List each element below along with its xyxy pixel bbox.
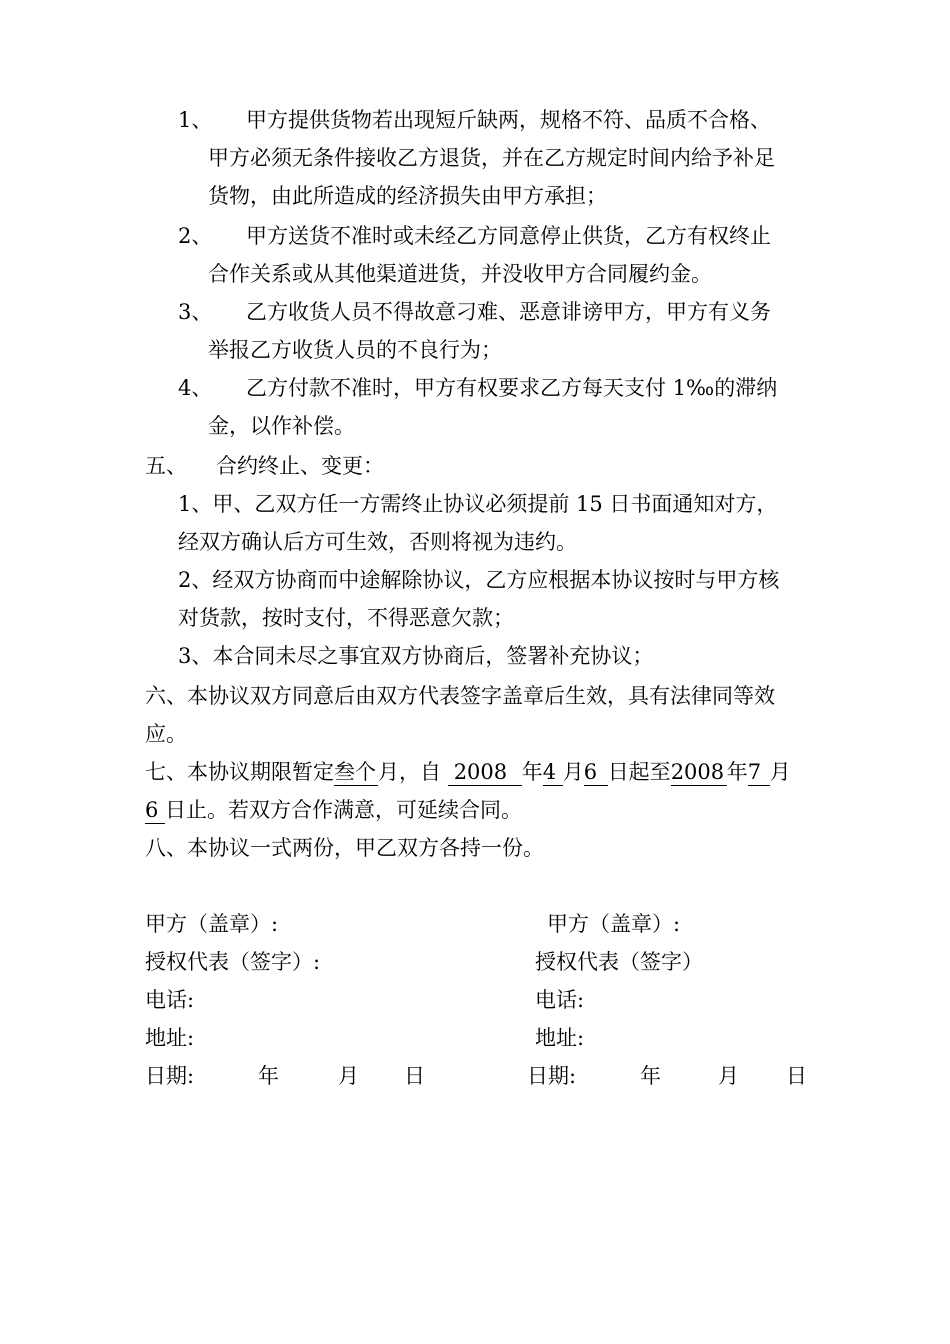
party-a-date-day: 日 [404,1064,425,1088]
end-month-field: 7 [748,759,770,786]
term-text: 月 [769,760,791,784]
item-text-line: 甲方送货不准时或未经乙方同意停止供货，乙方有权终止 [246,224,771,248]
party-b-date-label: 日期: [527,1064,577,1088]
term-prefix: 七、本协议期限暂定 [145,760,334,784]
end-year-field: 2008 [671,759,727,786]
item-number: 1、 [178,108,213,132]
item-text-line: 合作关系或从其他渠道进货，并没收甲方合同履约金。 [208,262,712,286]
party-a-phone-label: 电话: [145,988,195,1012]
term-text: 年 [521,760,543,784]
item-number: 4、 [178,376,213,400]
item-text-line: 货物，由此所造成的经济损失由甲方承担； [208,184,607,208]
clause-line: 八、本协议一式两份，甲乙双方各持一份。 [145,836,544,860]
term-length-field: 叁个 [334,760,376,784]
party-b-date-year: 年 [640,1064,661,1088]
term-text: 日起至 [607,760,671,784]
item-text-line: 乙方付款不准时，甲方有权要求乙方每天支付 1‰的滞纳 [246,376,778,400]
start-day-field: 6 [584,759,608,786]
term-text: 月 [562,760,584,784]
section-heading: 合约终止、变更： [216,454,384,478]
party-a-seal-label: 甲方（盖章）: [145,912,279,936]
term-clause-line [145,758,791,786]
term-text: 日止。若双方合作满意，可延续合同。 [165,798,522,822]
term-clause-line [145,796,522,824]
start-month-field: 4 [543,759,563,786]
clause-line: 应。 [145,722,187,746]
item-number: 2、 [178,224,213,248]
item-text-line: 金，以作补偿。 [208,414,355,438]
start-year-field: 2008 [448,759,522,786]
party-b-seal-label: 甲方（盖章）: [547,912,681,936]
clause-line: 3、本合同未尽之事宜双方协商后，签署补充协议； [178,644,654,668]
end-day-field: 6 [145,797,165,824]
party-a-address-label: 地址: [145,1026,195,1050]
party-b-rep-label: 授权代表（签字） [535,950,703,974]
party-a-date-month: 月 [338,1064,359,1088]
item-text-line: 甲方必须无条件接收乙方退货，并在乙方规定时间内给予补足 [208,146,775,170]
clause-line: 经双方确认后方可生效，否则将视为违约。 [178,530,577,554]
party-a-date-label: 日期: [145,1064,195,1088]
term-text: 年 [726,760,748,784]
party-b-phone-label: 电话: [535,988,585,1012]
clause-line: 2、经双方协商而中途解除协议，乙方应根据本协议按时与甲方核 [178,568,780,592]
item-text-line: 甲方提供货物若出现短斤缺两，规格不符、品质不合格、 [246,108,771,132]
clause-line: 六、本协议双方同意后由双方代表签字盖章后生效，具有法律同等效 [145,684,775,708]
party-b-date-day: 日 [786,1064,807,1088]
party-a-rep-label: 授权代表（签字）: [145,950,321,974]
party-b-date-month: 月 [718,1064,739,1088]
clause-line: 对货款，按时支付，不得恶意欠款； [178,606,514,630]
item-text-line: 举报乙方收货人员的不良行为； [208,338,502,362]
clause-line: 1、甲、乙双方任一方需终止协议必须提前 15 日书面通知对方， [178,492,778,516]
term-text: 月，自 [378,760,441,784]
item-number: 3、 [178,300,213,324]
party-a-date-year: 年 [258,1064,279,1088]
item-text-line: 乙方收货人员不得故意刁难、恶意诽谤甲方，甲方有义务 [246,300,771,324]
party-b-address-label: 地址: [535,1026,585,1050]
section-number: 五、 [145,454,187,478]
